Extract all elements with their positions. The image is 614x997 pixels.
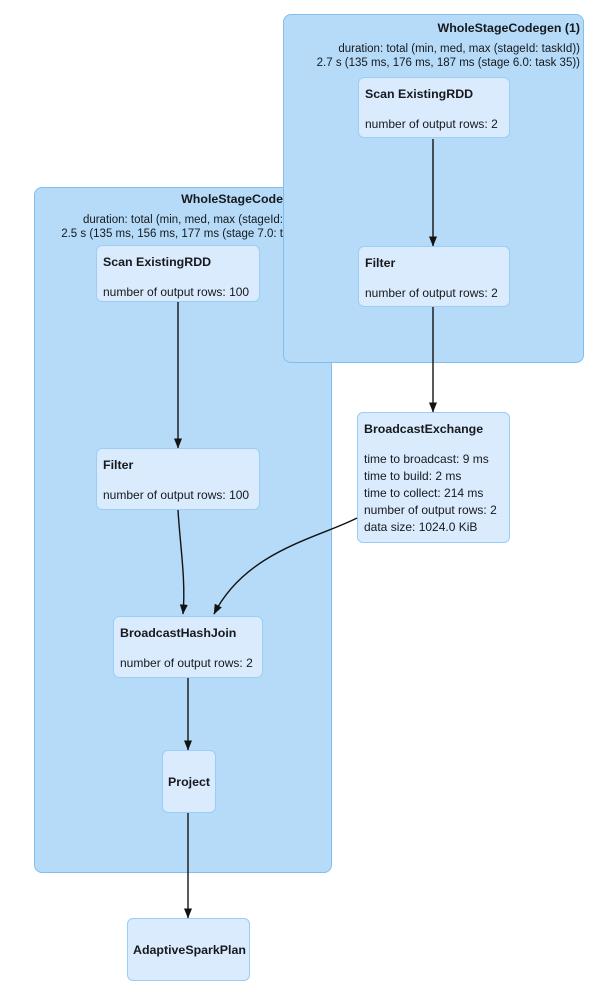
node-project[interactable] bbox=[162, 750, 216, 813]
cluster-title: WholeStageCode bbox=[181, 192, 283, 206]
cluster-duration-header: duration: total (min, med, max (stageId: bbox=[82, 214, 283, 226]
node-scan-existingrdd-1[interactable] bbox=[358, 77, 510, 138]
node-title: BroadcastHashJoin bbox=[120, 626, 237, 640]
cluster-label-whole-stage-codegen-1 bbox=[317, 20, 580, 70]
metric-data-size: data size: 1024.0 KiB bbox=[364, 520, 478, 534]
cluster-duration-value: 2.5 s (135 ms, 156 ms, 177 ms (stage 7.0: t bbox=[61, 228, 283, 240]
node-title: BroadcastExchange bbox=[364, 422, 484, 436]
node-metrics bbox=[103, 487, 253, 504]
node-metrics bbox=[365, 116, 503, 133]
node-filter-2[interactable] bbox=[96, 448, 260, 510]
metric-output-rows: number of output rows: 2 bbox=[364, 503, 497, 517]
cluster-duration-value: 2.7 s (135 ms, 176 ms, 187 ms (stage 6.0: task 35)) bbox=[316, 57, 580, 69]
node-title: AdaptiveSparkPlan bbox=[133, 942, 246, 957]
node-broadcast-exchange[interactable] bbox=[357, 412, 510, 543]
metric-output-rows: number of output rows: 100 bbox=[103, 285, 250, 299]
node-metrics bbox=[103, 284, 253, 301]
cluster-duration-header: duration: total (min, med, max (stageId: taskId)) bbox=[338, 43, 580, 55]
node-title: Scan ExistingRDD bbox=[103, 255, 212, 269]
node-broadcast-hash-join[interactable] bbox=[113, 616, 263, 678]
node-filter-1[interactable] bbox=[358, 246, 510, 307]
node-metrics bbox=[364, 451, 503, 536]
metric-output-rows: number of output rows: 2 bbox=[365, 117, 498, 131]
cluster-title: WholeStageCodegen (1) bbox=[437, 21, 580, 35]
metric-time-to-broadcast: time to broadcast: 9 ms bbox=[364, 452, 489, 466]
node-metrics bbox=[365, 285, 503, 302]
metric-output-rows: number of output rows: 100 bbox=[103, 488, 250, 502]
node-metrics bbox=[120, 655, 256, 672]
node-title: Scan ExistingRDD bbox=[365, 87, 474, 101]
node-title: Project bbox=[168, 774, 211, 789]
cluster-label-whole-stage-codegen-2 bbox=[61, 191, 283, 241]
metric-output-rows: number of output rows: 2 bbox=[365, 286, 498, 300]
node-title: Filter bbox=[365, 256, 396, 270]
node-scan-existingrdd-2[interactable] bbox=[96, 245, 260, 302]
metric-output-rows: number of output rows: 2 bbox=[120, 656, 253, 670]
node-title: Filter bbox=[103, 458, 134, 472]
metric-time-to-collect: time to collect: 214 ms bbox=[364, 486, 484, 500]
metric-time-to-build: time to build: 2 ms bbox=[364, 469, 462, 483]
node-adaptive-spark-plan[interactable] bbox=[127, 918, 250, 981]
